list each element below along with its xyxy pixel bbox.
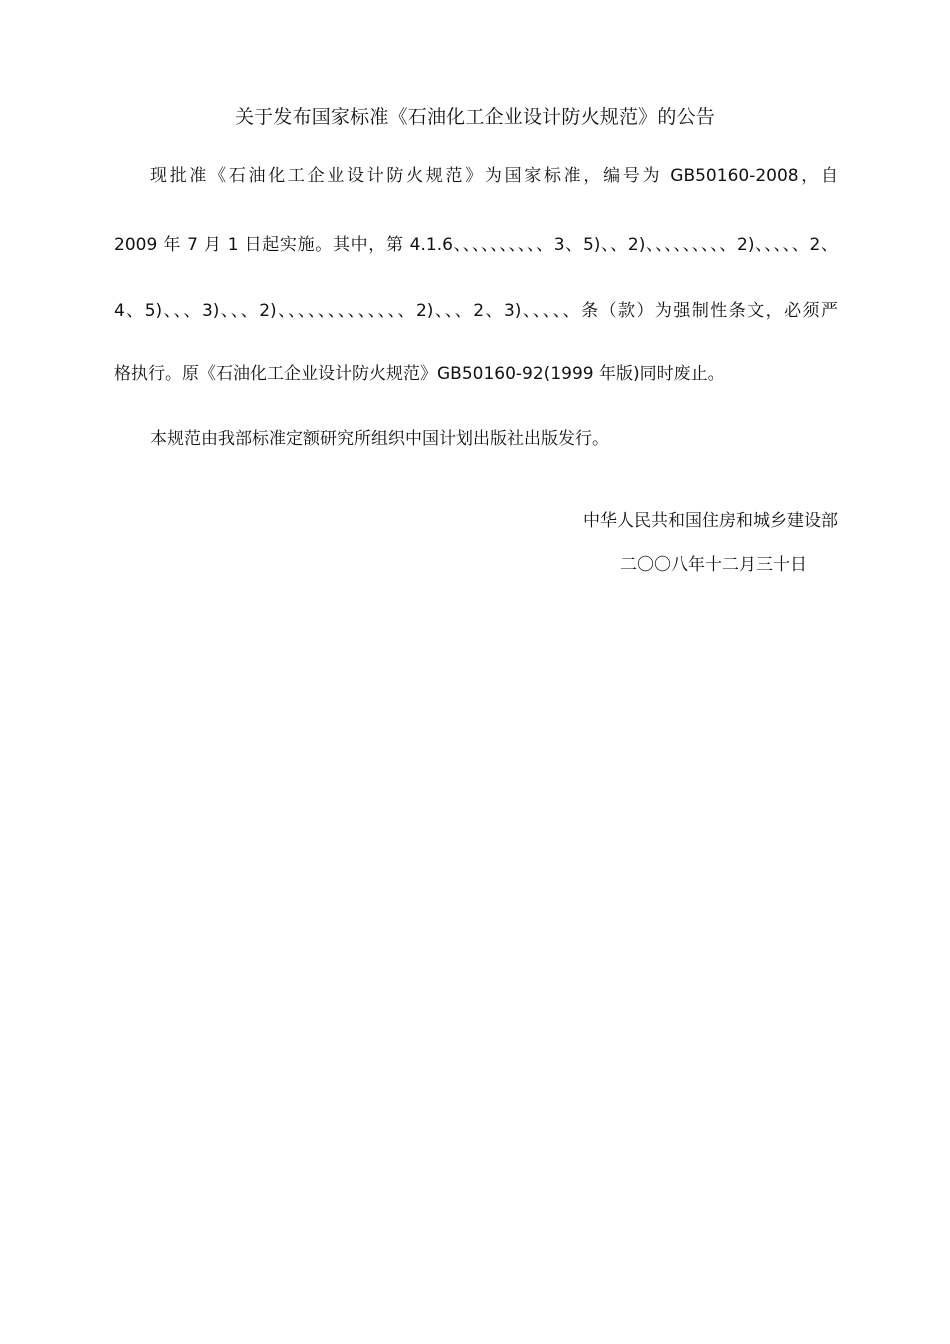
- paragraph1-line-1: 现批准《石油化工企业设计防火规范》为国家标准，编号为 GB50160-2008，自: [150, 166, 838, 186]
- announcement-title: 关于发布国家标准《石油化工企业设计防火规范》的公告: [234, 106, 715, 128]
- paragraph1-line-4: 格执行。原《石油化工企业设计防火规范》GB50160-92(1999 年版)同时废止。: [114, 364, 725, 384]
- paragraph1-line-2: 2009 年 7 月 1 日起实施。其中，第 4.1.6、、、、、、、、、、3、5)、、2)、、、、、、、、、2)、、、、、2、: [114, 235, 838, 255]
- issue-date: 二〇〇八年十二月三十日: [620, 555, 807, 575]
- paragraph2: 本规范由我部标准定额研究所组织中国计划出版社出版发行。: [150, 429, 609, 449]
- issuer-signature: 中华人民共和国住房和城乡建设部: [583, 511, 838, 531]
- paragraph1-line-3: 4、5)、、、3)、、、2)、、、、、、、、、、、、、2)、、、2、3)、、、、、条（款）为强制性条文，必须严: [114, 301, 838, 321]
